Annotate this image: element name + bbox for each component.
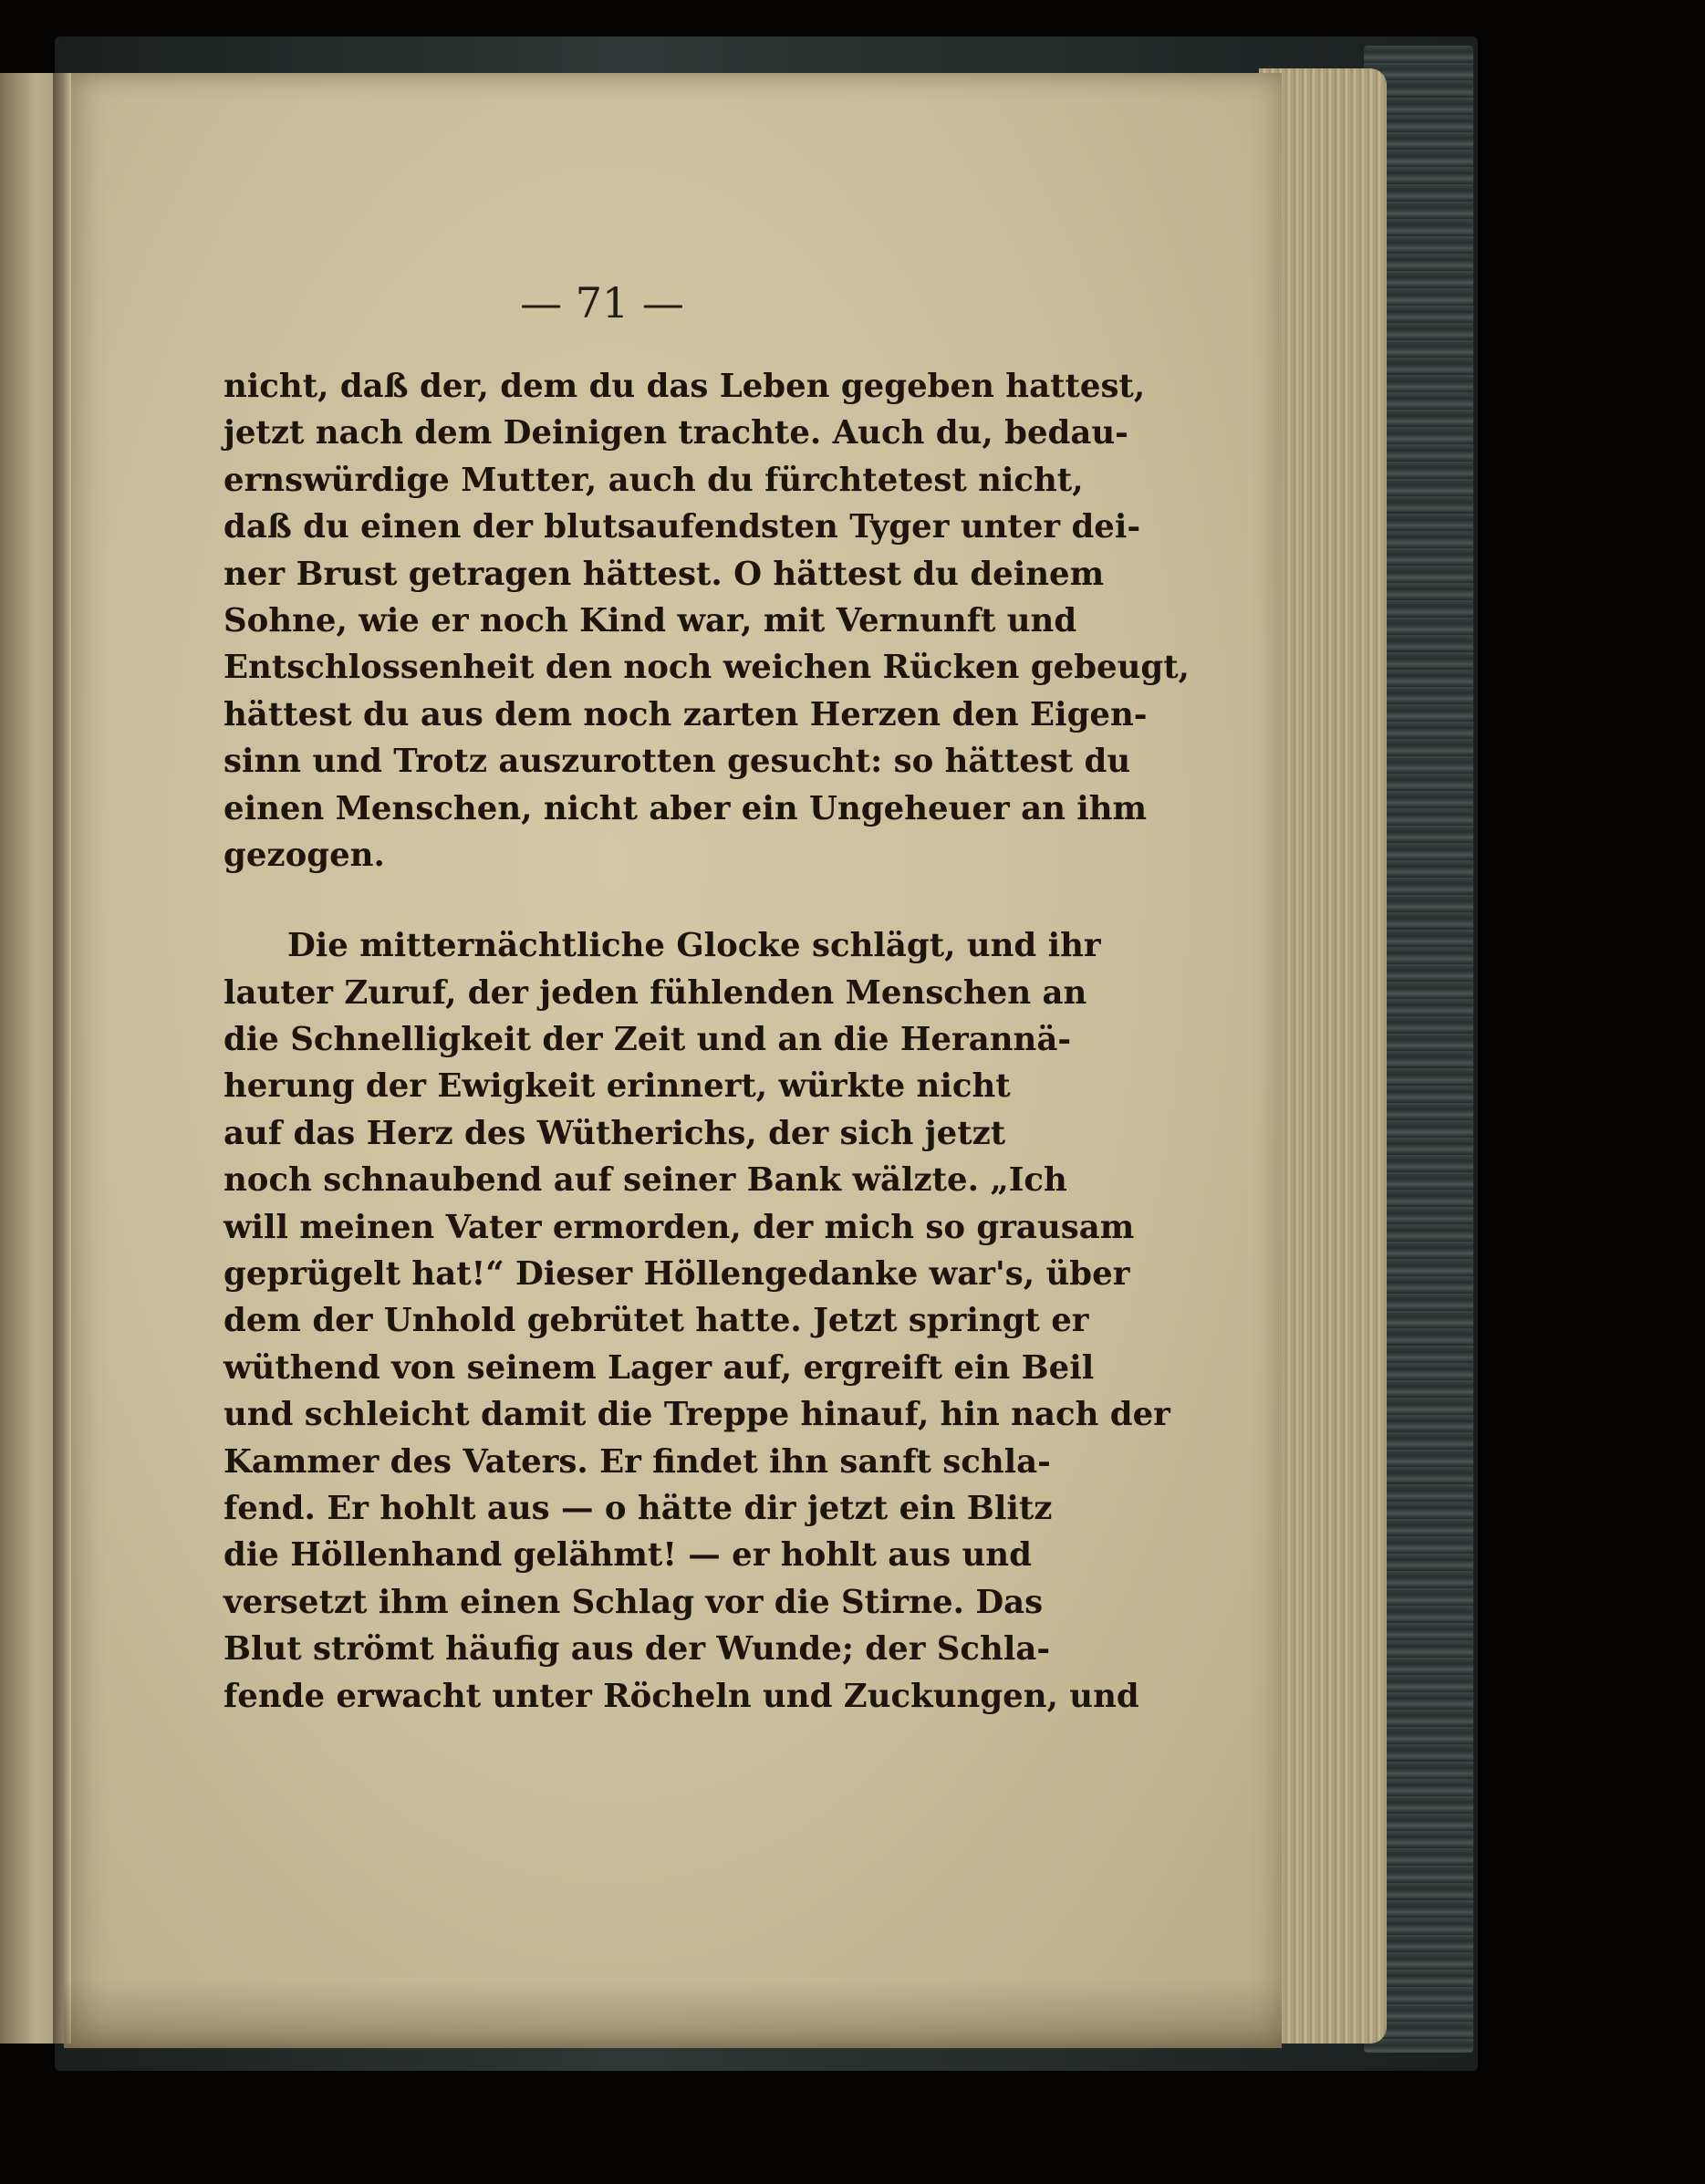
text-line: ernswürdige Mutter, auch du fürchtetest nicht,	[224, 461, 1084, 499]
text-line: hättest du aus dem noch zarten Herzen den Eigen-	[224, 695, 1148, 733]
text-line: will meinen Vater ermorden, der mich so grausam	[224, 1208, 1135, 1246]
text-line: lauter Zuruf, der jeden fühlenden Menschen an	[224, 973, 1087, 1012]
paragraph-1	[224, 363, 1190, 879]
text-line: daß du einen der blutsaufendsten Tyger unter dei-	[224, 508, 1141, 546]
text-line: herung der Ewigkeit erinnert, würkte nicht	[224, 1067, 1011, 1106]
text-line: geprügelt hat!“ Dieser Höllengedanke war's, über	[224, 1255, 1130, 1294]
text-line: einen Menschen, nicht aber ein Ungeheuer an ihm	[224, 789, 1148, 827]
text-line: Sohne, wie er noch Kind war, mit Vernunft und	[224, 601, 1077, 640]
text-line: versetzt ihm einen Schlag vor die Stirne. Das	[224, 1583, 1044, 1621]
text-line: Entschlossenheit den noch weichen Rücken gebeugt,	[224, 649, 1190, 687]
paragraph-gap	[224, 879, 994, 922]
page-bottom-shadow	[64, 1980, 1282, 2048]
gutter-shadow	[53, 73, 71, 2044]
text-line: die Höllenhand gelähmt! — er hohlt aus und	[224, 1536, 1032, 1575]
text-line: die Schnelligkeit der Zeit und an die Herannä-	[224, 1021, 1072, 1059]
text-line: sinn und Trotz auszurotten gesucht: so hättest du	[224, 743, 1131, 781]
text-line: fende erwacht unter Röcheln und Zuckungen, und	[224, 1677, 1139, 1715]
text-line: fend. Er hohlt aus — o hätte dir jetzt ein Blitz	[224, 1489, 1053, 1527]
text-line: Blut strömt häufig aus der Wunde; der Schla-	[224, 1630, 1051, 1669]
text-line: auf das Herz des Wütherichs, der sich jetzt	[224, 1114, 1006, 1152]
text-line: ner Brust getragen hättest. O hättest du deinem	[224, 555, 1105, 593]
text-line: gezogen.	[224, 836, 385, 874]
text-line: nicht, daß der, dem du das Leben gegeben hattest,	[224, 368, 1146, 405]
body-text	[224, 363, 1190, 1720]
page-number: — 71 —	[520, 278, 684, 328]
text-line: noch schnaubend auf seiner Bank wälzte. „Ich	[224, 1161, 1067, 1200]
text-line: wüthend von seinem Lager auf, ergreift ein Beil	[224, 1348, 1095, 1387]
text-line: Kammer des Vaters. Er findet ihn sanft schla-	[224, 1442, 1051, 1481]
text-line: jetzt nach dem Deinigen trachte. Auch du, bedau-	[224, 414, 1128, 452]
text-line: und schleicht damit die Treppe hinauf, hin nach der	[224, 1396, 1170, 1434]
text-line: Die mitternächtliche Glocke schlägt, und ihr	[287, 927, 1101, 965]
text-line: dem der Unhold gebrütet hatte. Jetzt springt er	[224, 1302, 1089, 1340]
paragraph-2	[224, 922, 1170, 1720]
